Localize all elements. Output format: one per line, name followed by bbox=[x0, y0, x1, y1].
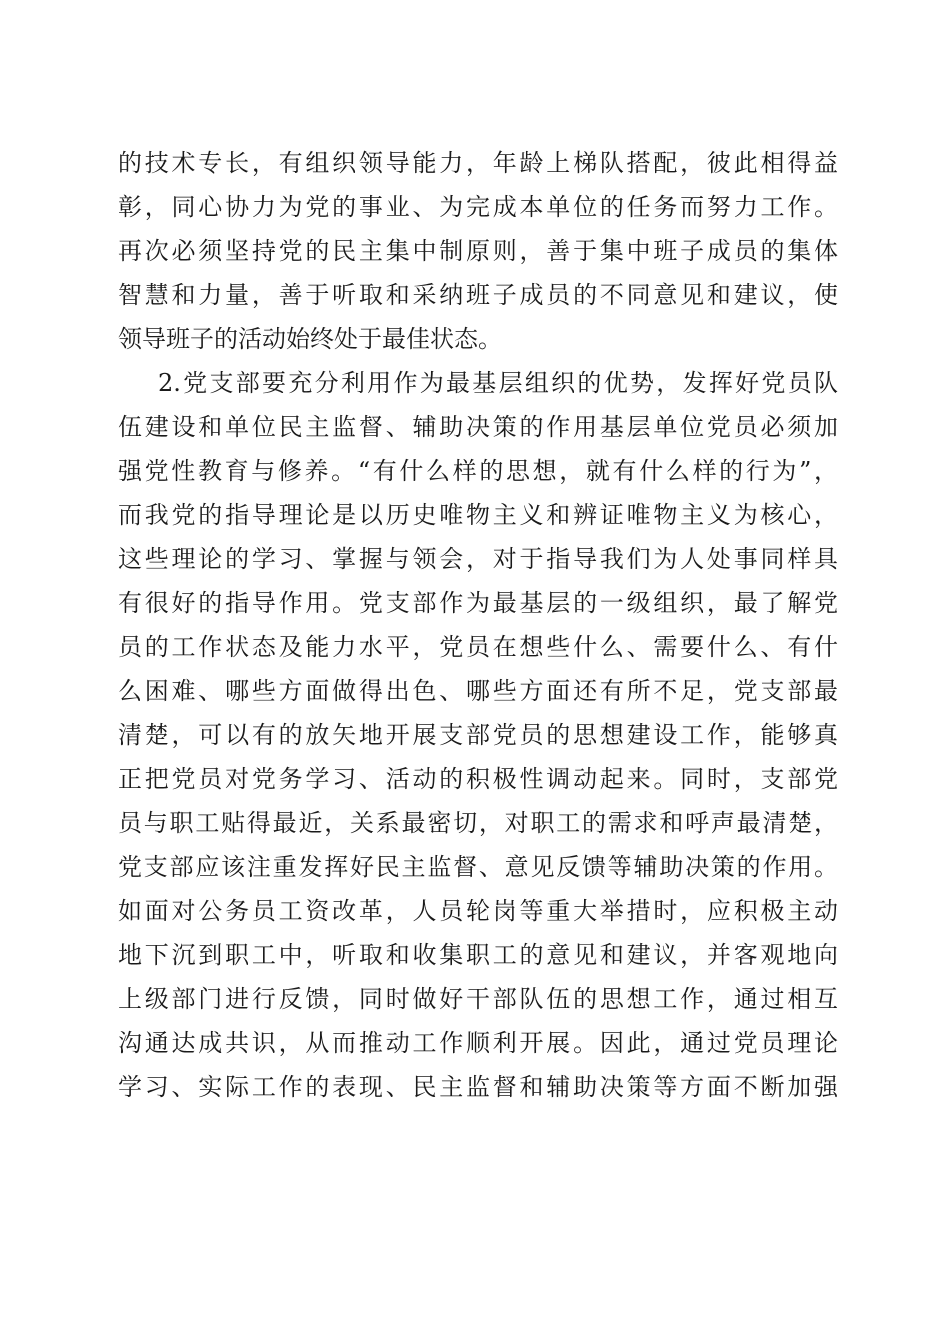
text-line-9: 而我党的指导理论是以历史唯物主义和辨证唯物主义为核心， bbox=[118, 501, 838, 529]
text-line-2: 彰，同心协力为党的事业、为完成本单位的任务而努力工作。 bbox=[118, 193, 838, 221]
text-line-16: 员与职工贴得最近，关系最密切，对职工的需求和呼声最清楚， bbox=[118, 809, 838, 837]
text-line-15: 正把党员对党务学习、活动的积极性调动起来。同时，支部党 bbox=[118, 765, 838, 793]
text-line-12: 员的工作状态及能力水平，党员在想些什么、需要什么、有什 bbox=[118, 633, 838, 661]
text-line-8: 强党性教育与修养。“有什么样的思想，就有什么样的行为”， bbox=[118, 457, 838, 485]
text-line-20: 上级部门进行反馈，同时做好干部队伍的思想工作，通过相互 bbox=[118, 985, 838, 1013]
text-line-19: 地下沉到职工中，听取和收集职工的意见和建议，并客观地向 bbox=[118, 941, 838, 969]
text-line-3: 再次必须坚持党的民主集中制原则，善于集中班子成员的集体 bbox=[118, 237, 838, 265]
text-line-7: 伍建设和单位民主监督、辅助决策的作用基层单位党员必须加 bbox=[118, 413, 838, 441]
text-line-14: 清楚，可以有的放矢地开展支部党员的思想建设工作，能够真 bbox=[118, 721, 838, 749]
text-line-5: 领导班子的活动始终处于最佳状态。 bbox=[118, 325, 502, 353]
text-line-18: 如面对公务员工资改革，人员轮岗等重大举措时，应积极主动 bbox=[118, 897, 838, 925]
text-line-13: 么困难、哪些方面做得出色、哪些方面还有所不足，党支部最 bbox=[118, 677, 838, 705]
text-line-17: 党支部应该注重发挥好民主监督、意见反馈等辅助决策的作用。 bbox=[118, 853, 838, 881]
text-line-1: 的技术专长，有组织领导能力，年龄上梯队搭配，彼此相得益 bbox=[118, 149, 838, 177]
text-line-10: 这些理论的学习、掌握与领会，对于指导我们为人处事同样具 bbox=[118, 545, 838, 573]
text-line-11: 有很好的指导作用。党支部作为最基层的一级组织，最了解党 bbox=[118, 589, 838, 617]
text-line-21: 沟通达成共识，从而推动工作顺利开展。因此，通过党员理论 bbox=[118, 1029, 838, 1057]
text-line-22: 学习、实际工作的表现、民主监督和辅助决策等方面不断加强 bbox=[118, 1073, 838, 1101]
text-line-4: 智慧和力量，善于听取和采纳班子成员的不同意见和建议，使 bbox=[118, 281, 838, 309]
text-line-6: 2.党支部要充分利用作为最基层组织的优势，发挥好党员队 bbox=[158, 369, 838, 397]
